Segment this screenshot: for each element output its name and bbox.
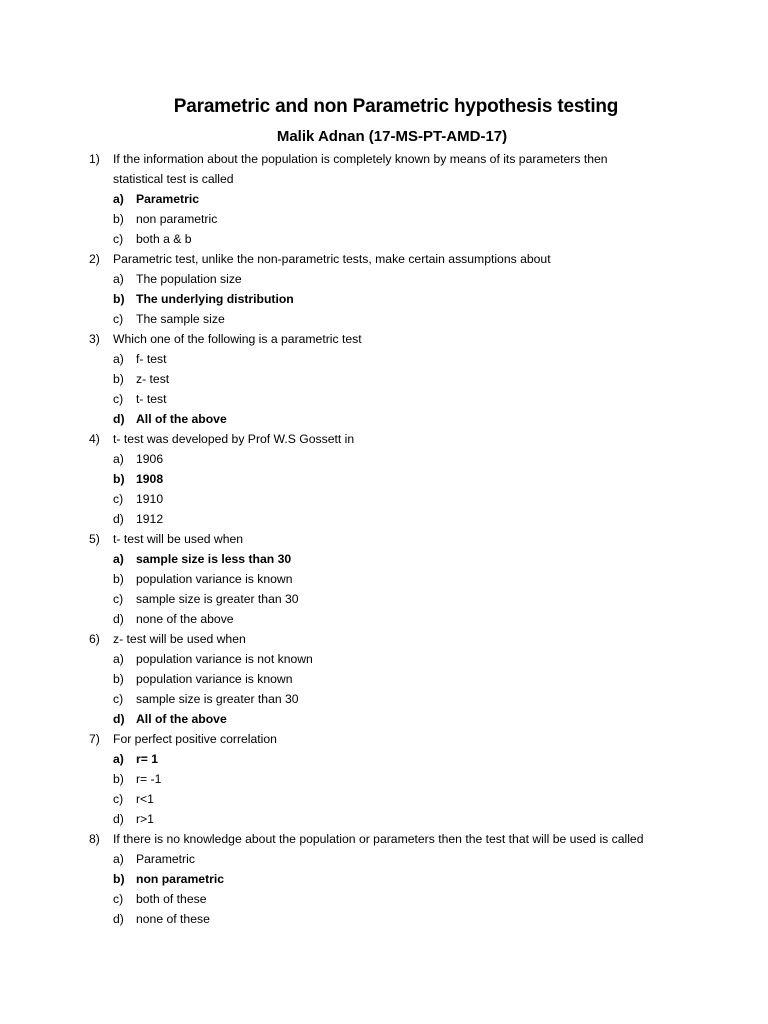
option-label: 1910 xyxy=(136,492,164,506)
option-label: The sample size xyxy=(136,312,225,326)
option-letter: c) xyxy=(113,312,124,326)
option-label: 1912 xyxy=(136,512,164,526)
option-label: 1908 xyxy=(136,472,164,486)
question-number: 4) xyxy=(89,432,100,446)
question-text: statistical test is called xyxy=(113,172,234,186)
question-number: 5) xyxy=(89,532,100,546)
question-text-line xyxy=(0,529,768,549)
answer-option xyxy=(0,789,768,809)
option-label: z- test xyxy=(136,372,170,386)
option-letter: b) xyxy=(113,372,124,386)
option-letter: a) xyxy=(113,192,124,206)
question-text: t- test will be used when xyxy=(113,532,244,546)
answer-option xyxy=(0,349,768,369)
option-label: Parametric xyxy=(136,192,200,206)
option-letter: b) xyxy=(113,572,124,586)
answer-option-correct xyxy=(0,549,768,569)
answer-option xyxy=(0,569,768,589)
question-text-line xyxy=(0,629,768,649)
question-text: For perfect positive correlation xyxy=(113,732,277,746)
option-letter: d) xyxy=(113,812,124,826)
option-label: Parametric xyxy=(136,852,195,866)
option-label: population variance is known xyxy=(136,672,293,686)
option-label: All of the above xyxy=(136,412,227,426)
answer-option xyxy=(0,889,768,909)
option-letter: b) xyxy=(113,472,125,486)
option-label: All of the above xyxy=(136,712,227,726)
option-letter: c) xyxy=(113,792,124,806)
question-number: 7) xyxy=(89,732,100,746)
option-letter: d) xyxy=(113,612,124,626)
option-letter: a) xyxy=(113,752,124,766)
option-letter: c) xyxy=(113,692,124,706)
option-label: sample size is greater than 30 xyxy=(136,592,299,606)
question-text: t- test was developed by Prof W.S Gossett in xyxy=(113,432,355,446)
option-letter: b) xyxy=(113,872,125,886)
answer-option xyxy=(0,809,768,829)
question-number: 1) xyxy=(89,152,100,166)
answer-option xyxy=(0,229,768,249)
answer-option-correct xyxy=(0,709,768,729)
question-text: If the information about the population is completely known by means of its parameters then xyxy=(113,152,608,166)
option-letter: a) xyxy=(113,272,124,286)
answer-option xyxy=(0,589,768,609)
question-number: 6) xyxy=(89,632,100,646)
question-item xyxy=(0,149,768,249)
question-item xyxy=(0,429,768,529)
answer-option xyxy=(0,689,768,709)
option-label: population variance is known xyxy=(136,572,293,586)
document-author: Malik Adnan (17-MS-PT-AMD-17) xyxy=(276,128,508,145)
option-label: sample size is less than 30 xyxy=(136,552,292,566)
option-letter: c) xyxy=(113,592,124,606)
option-letter: a) xyxy=(113,852,124,866)
option-label: population variance is not known xyxy=(136,652,313,666)
option-letter: c) xyxy=(113,232,124,246)
option-label: both of these xyxy=(136,892,207,906)
answer-option-correct xyxy=(0,869,768,889)
option-letter: b) xyxy=(113,672,124,686)
option-letter: a) xyxy=(113,352,124,366)
question-item xyxy=(0,629,768,729)
option-letter: b) xyxy=(113,212,124,226)
question-text-line xyxy=(0,729,768,749)
option-label: The underlying distribution xyxy=(136,292,294,306)
option-letter: d) xyxy=(113,912,124,926)
option-label: non parametric xyxy=(136,212,218,226)
option-label: non parametric xyxy=(136,872,225,886)
question-item xyxy=(0,529,768,629)
option-label: r<1 xyxy=(136,792,154,806)
question-text: Parametric test, unlike the non-parametric tests, make certain assumptions about xyxy=(113,252,551,266)
answer-option xyxy=(0,389,768,409)
answer-option xyxy=(0,209,768,229)
option-label: r= -1 xyxy=(136,772,162,786)
answer-option xyxy=(0,309,768,329)
option-letter: b) xyxy=(113,772,124,786)
option-letter: a) xyxy=(113,452,124,466)
option-label: sample size is greater than 30 xyxy=(136,692,299,706)
question-text: If there is no knowledge about the population or parameters then the test that will be used is called xyxy=(113,832,644,846)
option-label: both a & b xyxy=(136,232,192,246)
question-item xyxy=(0,249,768,329)
question-item xyxy=(0,329,768,429)
question-text: Which one of the following is a parametric test xyxy=(113,332,362,346)
answer-option xyxy=(0,649,768,669)
option-letter: b) xyxy=(113,292,125,306)
option-letter: d) xyxy=(113,512,124,526)
option-letter: d) xyxy=(113,412,125,426)
answer-option xyxy=(0,909,768,929)
question-text-line xyxy=(0,249,768,269)
option-label: The population size xyxy=(136,272,242,286)
question-number: 2) xyxy=(89,252,100,266)
option-label: r>1 xyxy=(136,812,154,826)
question-list xyxy=(0,149,768,929)
option-letter: c) xyxy=(113,892,124,906)
question-text-line xyxy=(0,329,768,349)
question-text-line xyxy=(0,169,768,189)
option-label: none of the above xyxy=(136,612,234,626)
option-letter: a) xyxy=(113,652,124,666)
document-title: Parametric and non Parametric hypothesis testing xyxy=(173,96,619,117)
question-text-line xyxy=(0,829,768,849)
answer-option xyxy=(0,489,768,509)
answer-option xyxy=(0,669,768,689)
question-text: z- test will be used when xyxy=(113,632,246,646)
option-label: 1906 xyxy=(136,452,164,466)
question-text-line xyxy=(0,149,768,169)
answer-option-correct xyxy=(0,409,768,429)
option-letter: a) xyxy=(113,552,124,566)
answer-option xyxy=(0,849,768,869)
answer-option xyxy=(0,509,768,529)
answer-option-correct xyxy=(0,469,768,489)
option-label: t- test xyxy=(136,392,167,406)
question-item xyxy=(0,829,768,929)
question-number: 8) xyxy=(89,832,100,846)
question-item xyxy=(0,729,768,829)
option-label: r= 1 xyxy=(136,752,159,766)
option-letter: c) xyxy=(113,392,124,406)
answer-option xyxy=(0,449,768,469)
answer-option xyxy=(0,369,768,389)
option-letter: d) xyxy=(113,712,125,726)
answer-option xyxy=(0,609,768,629)
option-label: f- test xyxy=(136,352,167,366)
answer-option-correct xyxy=(0,289,768,309)
question-text-line xyxy=(0,429,768,449)
option-label: none of these xyxy=(136,912,210,926)
option-letter: c) xyxy=(113,492,124,506)
answer-option-correct xyxy=(0,749,768,769)
answer-option xyxy=(0,269,768,289)
answer-option-correct xyxy=(0,189,768,209)
answer-option xyxy=(0,769,768,789)
question-number: 3) xyxy=(89,332,100,346)
